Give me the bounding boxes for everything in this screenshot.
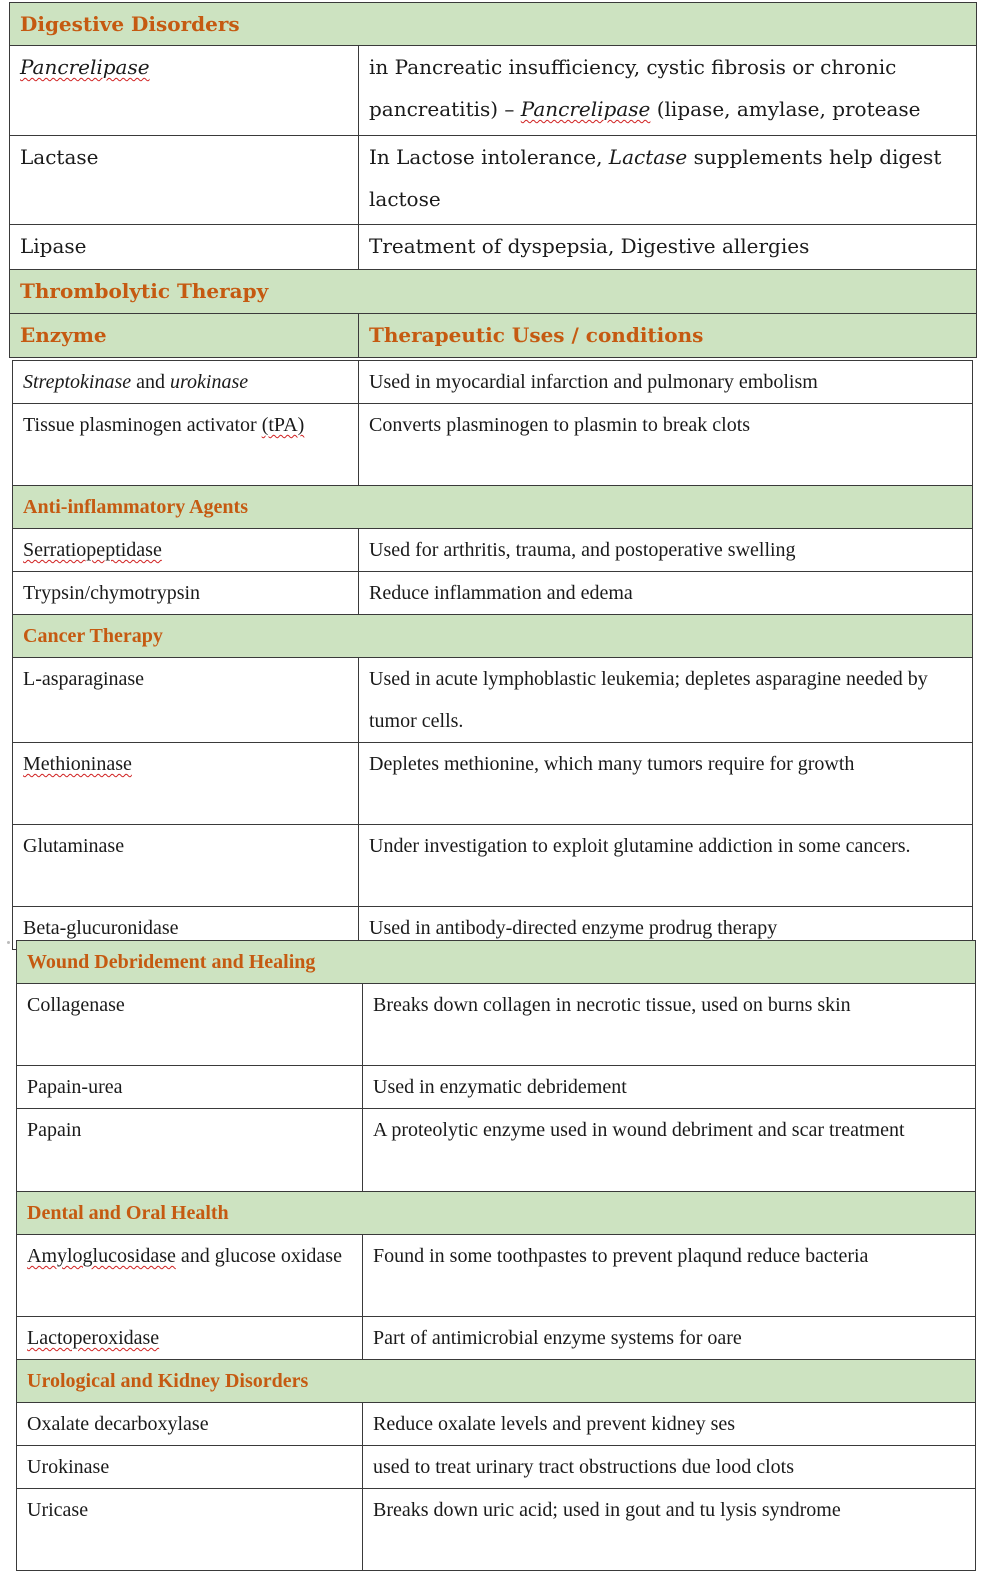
cell-text: In Lactose intolerance, xyxy=(369,145,609,169)
enzyme-cell xyxy=(10,225,359,270)
use-cell xyxy=(363,1109,976,1192)
use-cell xyxy=(363,1317,976,1360)
cell-text: Treatment of dyspepsia, Digestive allergies xyxy=(369,234,810,258)
section-header-digestive: Digestive Disorders xyxy=(10,3,977,46)
enzyme-cell xyxy=(17,1235,363,1317)
section-header-cancer: Cancer Therapy xyxy=(13,615,973,658)
use-cell xyxy=(359,136,977,225)
cell-text: urokinase xyxy=(170,371,249,393)
use-cell xyxy=(363,1446,976,1489)
cell-text: Converts plasminogen to plasmin to break clots xyxy=(369,414,751,436)
use-cell xyxy=(359,743,973,825)
cell-text: Used in antibody-directed enzyme prodrug therapy xyxy=(369,917,778,939)
cell-text: A proteolytic enzyme used in wound debriment and scar treatment xyxy=(373,1119,905,1141)
cell-text: Beta-glucuronidase xyxy=(23,917,179,939)
cell-text: Collagenase xyxy=(27,994,125,1016)
cell-text: and glucose oxidase xyxy=(175,1245,342,1267)
enzyme-cell xyxy=(13,658,359,743)
cell-text: Oxalate decarboxylase xyxy=(27,1413,209,1435)
cell-text: Depletes methionine, which many tumors require for growth xyxy=(369,753,855,775)
enzyme-cell xyxy=(17,984,363,1066)
enzyme-cell xyxy=(10,136,359,225)
cell-text: Part of antimicrobial enzyme systems for oare xyxy=(373,1327,742,1349)
use-cell xyxy=(359,404,973,486)
cell-text: Under investigation to exploit glutamine addiction in some cancers. xyxy=(369,835,911,857)
cell-text: Used in myocardial infarction and pulmonary embolism xyxy=(369,371,818,393)
section-header-dental: Dental and Oral Health xyxy=(17,1192,976,1235)
enzyme-cell xyxy=(13,572,359,615)
cell-text: Amyloglucosidase xyxy=(27,1245,176,1267)
use-cell xyxy=(359,361,973,404)
section-header-wound: Wound Debridement and Healing xyxy=(17,941,976,984)
cell-text: (lipase, amylase, protease xyxy=(650,97,921,121)
cell-text: Papain xyxy=(27,1119,82,1141)
enzyme-cell xyxy=(13,529,359,572)
column-header-use: Therapeutic Uses / conditions xyxy=(359,314,977,358)
enzyme-cell xyxy=(13,404,359,486)
cell-text: Lactase xyxy=(608,145,688,169)
enzyme-cell xyxy=(13,743,359,825)
cell-text: and xyxy=(131,371,171,393)
cell-text: Tissue plasminogen activator xyxy=(23,414,262,436)
cell-text: Used for arthritis, trauma, and postoperative swelling xyxy=(369,539,796,561)
cell-text: Uricase xyxy=(27,1499,89,1521)
use-cell xyxy=(359,46,977,136)
cell-text: used to treat urinary tract obstructions due lood clots xyxy=(373,1456,795,1478)
enzyme-cell xyxy=(17,1066,363,1109)
cell-text: Glutaminase xyxy=(23,835,125,857)
cell-text: Found in some toothpastes to prevent plaqund reduce bacteria xyxy=(373,1245,869,1267)
use-cell xyxy=(363,984,976,1066)
enzyme-cell xyxy=(17,1403,363,1446)
enzyme-cell xyxy=(17,1489,363,1571)
cell-text: Reduce oxalate levels and prevent kidney ses xyxy=(373,1413,736,1435)
cell-text: Lactoperoxidase xyxy=(27,1327,160,1349)
cell-text: Lactase xyxy=(20,145,99,169)
cell-text: Breaks down collagen in necrotic tissue, used on burns skin xyxy=(373,994,851,1016)
use-cell xyxy=(363,1235,976,1317)
section-header-urological: Urological and Kidney Disorders xyxy=(17,1360,976,1403)
cell-text: Serratiopeptidase xyxy=(23,539,162,561)
use-cell xyxy=(359,529,973,572)
cell-text: Papain-urea xyxy=(27,1076,123,1098)
column-header-enzyme: Enzyme xyxy=(10,314,359,358)
cell-text: Methioninase xyxy=(23,753,132,775)
cell-text: Reduce inflammation and edema xyxy=(369,582,633,604)
cell-text: Urokinase xyxy=(27,1456,110,1478)
enzyme-cell xyxy=(17,1109,363,1192)
cell-text: Pancrelipase xyxy=(520,97,651,121)
use-cell xyxy=(363,1066,976,1109)
enzyme-cell xyxy=(17,1446,363,1489)
cell-text: in Pancreatic insufficiency, cystic fibrosis or chronic pancreatitis) – xyxy=(369,55,897,121)
use-cell xyxy=(359,572,973,615)
table-wound-urological xyxy=(16,940,976,1571)
cell-text: Used in acute lymphoblastic leukemia; depletes asparagine needed by tumor cells. xyxy=(369,668,928,732)
cell-text: (tPA) xyxy=(261,414,305,436)
use-cell xyxy=(359,825,973,907)
cell-text: Pancrelipase xyxy=(20,55,150,79)
enzyme-cell xyxy=(10,46,359,136)
enzyme-cell xyxy=(13,825,359,907)
cell-text: Lipase xyxy=(20,234,87,258)
use-cell xyxy=(363,1489,976,1571)
stray-dot xyxy=(7,941,10,944)
cell-text: supplements help digest lactose xyxy=(369,145,942,211)
section-header-thrombolytic: Thrombolytic Therapy xyxy=(10,270,977,314)
use-cell xyxy=(359,658,973,743)
use-cell xyxy=(359,225,977,270)
enzyme-cell xyxy=(13,361,359,404)
section-header-anti-inflammatory: Anti-inflammatory Agents xyxy=(13,486,973,529)
table-digestive xyxy=(9,2,977,358)
table-thrombolytic-cancer xyxy=(12,360,973,950)
cell-text: Breaks down uric acid; used in gout and tu lysis syndrome xyxy=(373,1499,841,1521)
cell-text: Streptokinase xyxy=(23,371,132,393)
cell-text: Used in enzymatic debridement xyxy=(373,1076,627,1098)
cell-text: Trypsin/chymotrypsin xyxy=(23,582,201,604)
use-cell xyxy=(363,1403,976,1446)
cell-text: L-asparaginase xyxy=(23,668,145,690)
enzyme-cell xyxy=(17,1317,363,1360)
